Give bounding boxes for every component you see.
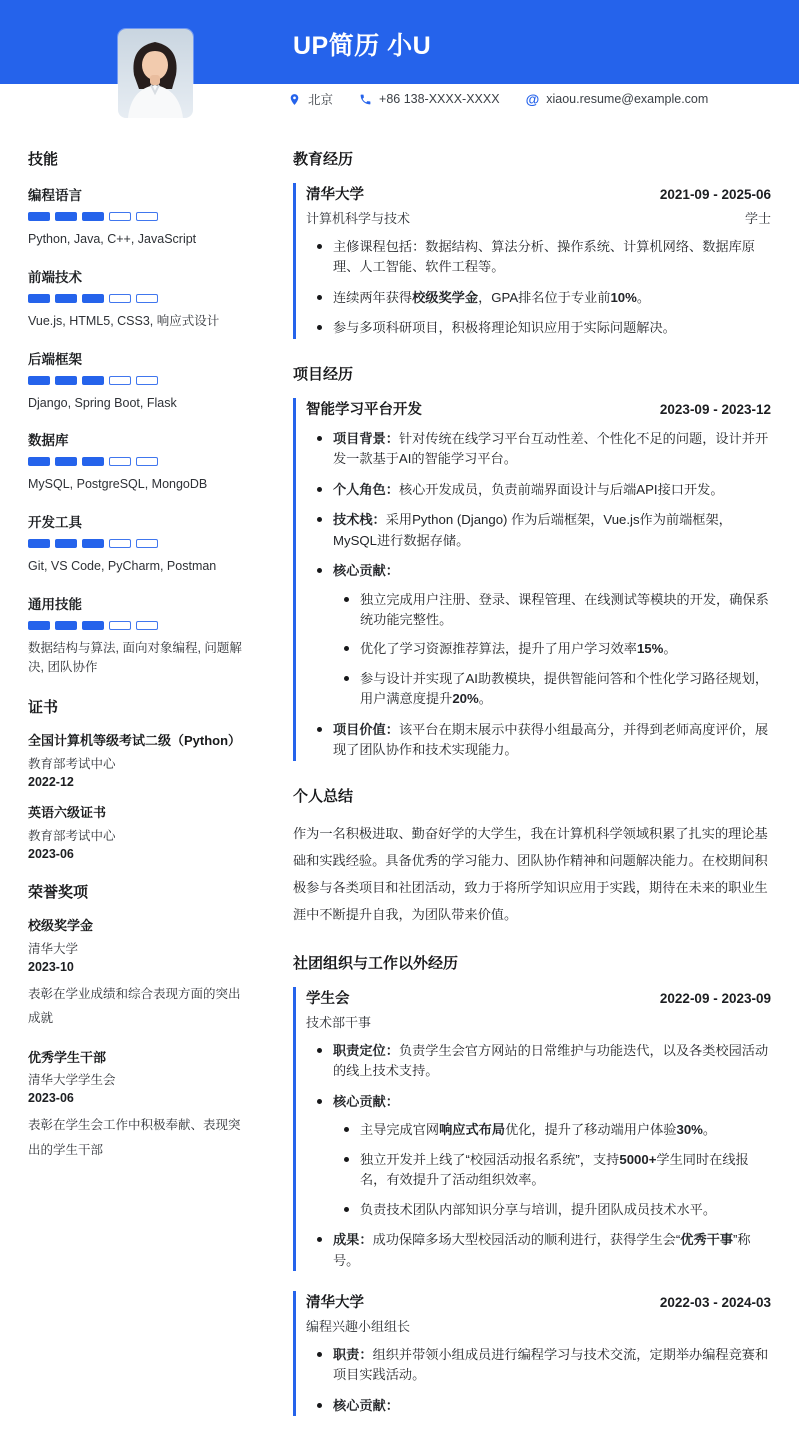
skill-level-segment [136,212,158,221]
skill-group [28,266,247,331]
bold-text: 核心贡献： [333,1397,399,1413]
skill-level-segment [109,539,131,548]
bullet-item [306,480,771,500]
skill-level-segment [28,212,50,221]
award-name: 优秀学生干部 [28,1049,107,1065]
bold-text: 职责定位： [333,1042,399,1058]
skill-level-segment [28,457,50,466]
skill-level-bar [28,621,247,630]
skill-level-segment [136,457,158,466]
entry-title: 学生会 [306,990,350,1007]
bold-text: 项目背景： [333,430,399,446]
skill-detail: 数据结构与算法, 面向对象编程, 问题解决, 团队协作 [28,640,242,674]
award-date: 2023-10 [28,959,74,974]
skill-level-bar [28,376,247,385]
text: 优化了学习资源推荐算法，提升了用户学习效率 [360,641,637,657]
award-name: 校级奖学金 [28,917,94,933]
text: 针对传统在线学习平台互动性差、个性化不足的问题，设计并开发一款基于AI的智能学习平台。 [333,430,769,467]
skill-level-segment [28,294,50,303]
entry-title: 清华大学 [306,1295,364,1312]
certificate-date: 2023-06 [28,846,74,861]
skill-level-segment [55,294,77,303]
text: 主导完成官网 [360,1122,440,1138]
bold-text: 响应式布局 [439,1122,506,1138]
skill-group [28,593,247,677]
entry-subtitle: 计算机科学与技术 [306,211,411,226]
text: 连续两年获得 [333,289,413,305]
education-section [293,148,771,339]
bold-text: 校级奖学金 [412,289,479,305]
contact-location-text: 北京 [308,93,334,107]
bold-text: 职责： [333,1347,373,1363]
text: 。 [702,1122,717,1138]
education-section-title: 教育经历 [293,151,354,168]
skill-level-segment [55,376,77,385]
awards-section [28,881,247,1162]
text: 该平台在期末展示中获得小组最高分，并得到老师高度评价，展现了团队协作和技术实现能力。 [333,721,769,758]
entry-title: 智能学习平台开发 [306,401,422,418]
text: ”称号。 [333,1232,751,1268]
sub-bullet-item [333,1150,771,1191]
text: 成功保障多场大型校园活动的顺利进行，获得学生会“ [372,1232,681,1248]
education-entries [293,183,771,339]
text: 独立开发并上线了“校园活动报名系统”，支持 [360,1151,620,1167]
sub-bullet-list [333,1120,771,1220]
entry-title: 清华大学 [306,187,364,203]
entry-date: 2023-09 - 2023-12 [659,401,771,417]
text: 核心开发成员，负责前端界面设计与后端API接口开发。 [398,481,724,497]
skills-section-title: 技能 [28,151,59,168]
bold-text: 10% [610,289,637,305]
content-columns [0,140,799,1440]
skill-detail: Vue.js, HTML5, CSS3, 响应式设计 [28,313,220,328]
text: 负责技术团队内部知识分享与培训，提升团队成员技术水平。 [360,1201,717,1217]
skill-detail: Git, VS Code, PyCharm, Postman [28,559,217,573]
text: 优化，提升了移动端用户体验 [505,1122,677,1138]
entry-subheader [306,208,771,227]
bold-text: 个人角色： [333,481,399,497]
at-icon: @ [525,91,540,107]
text: 组织并带领小组成员进行编程学习与技术交流，定期举办编程竞赛和项目实践活动。 [333,1347,769,1383]
skill-level-segment [109,212,131,221]
text: 独立完成用户注册、登录、课程管理、在线测试等模块的开发，确保系统功能完整性。 [360,591,769,627]
skill-level-segment [55,457,77,466]
sidebar [0,140,265,1182]
skill-level-segment [82,539,104,548]
skill-level-segment [55,539,77,548]
skill-level-segment [82,212,104,221]
award-item [28,917,247,1031]
bullet-item [306,1345,771,1386]
skill-level-segment [136,621,158,630]
project-entries [293,398,771,761]
entry-subheader [306,1012,771,1031]
sub-bullet-item [333,590,771,631]
skill-name: 开发工具 [28,515,82,530]
skill-level-bar [28,212,247,221]
bold-text: 项目价值： [333,721,399,737]
text: 主修课程包括：数据结构、算法分析、操作系统、计算机网络、数据库原理、人工智能、软件工程等。 [333,239,755,275]
bold-text: 30% [676,1122,703,1138]
certificate-date: 2022-12 [28,775,74,790]
skills-list [28,184,247,676]
bullet-item [306,1230,771,1271]
skill-level-segment [136,376,158,385]
skills-section [28,148,247,676]
entry-header [306,398,771,419]
skill-level-segment [28,376,50,385]
bold-text: 技术栈： [333,512,386,528]
entry-date: 2021-09 - 2025-06 [659,187,771,202]
bullet-item [306,1396,771,1416]
entry-header [306,987,771,1008]
skill-level-segment [82,294,104,303]
text: 。 [478,691,492,707]
contact-email [526,92,709,106]
entry-header [306,1291,771,1312]
sub-bullet-item [333,639,771,659]
awards-section-title: 荣誉奖项 [28,883,89,901]
skill-name: 后端框架 [28,351,82,367]
award-item [28,1049,247,1163]
skill-group [28,511,247,576]
skill-level-segment [109,621,131,630]
text: 。 [663,641,677,657]
profile-photo [118,29,193,118]
awards-list [28,917,247,1162]
sub-bullet-item [333,1120,771,1140]
certificate-issuer: 教育部考试中心 [28,757,116,772]
bullet-item [306,1041,771,1082]
experience-entry [293,1291,771,1416]
skill-level-segment [82,376,104,385]
experience-entry [293,183,771,339]
text: 参与多项科研项目，积极将理论知识应用于实际问题解决。 [333,320,676,336]
text: 负责学生会官方网站的日常维护与功能迭代，以及各类校园活动的线上技术支持。 [333,1042,769,1079]
skill-level-segment [136,539,158,548]
certificate-name: 英语六级证书 [28,805,107,821]
contact-email-text: xiaou.resume@example.com [546,92,709,106]
experience-entry [293,987,771,1271]
bold-text: 15% [636,641,664,657]
entry-subtitle: 技术部干事 [306,1014,372,1030]
entry-subtitle: 编程兴趣小组组长 [306,1319,411,1335]
bullet-item [306,318,771,338]
award-description: 表彰在学生会工作中积极奉献、表现突出的学生干部 [28,1118,241,1157]
skill-level-bar [28,457,247,466]
bullet-item [306,1092,771,1220]
bold-text: 核心贡献： [333,563,399,579]
activities-section-title: 社团组织与工作以外经历 [293,954,459,972]
bullet-item [306,720,771,761]
phone-icon [359,93,372,106]
entry-date: 2022-09 - 2023-09 [659,990,771,1006]
page-title: UP简历 小U [293,32,432,60]
certificates-section-title: 证书 [28,699,59,717]
entry-date: 2022-03 - 2024-03 [659,1295,771,1311]
bold-text: 5000+ [619,1151,657,1167]
award-org: 清华大学学生会 [28,1073,116,1088]
activity-entries [293,987,771,1416]
bold-text: 核心贡献： [333,1093,399,1109]
skill-level-segment [55,212,77,221]
profile-photo-illustration [118,29,193,118]
summary-text: 作为一名积极进取、勤奋好学的大学生，我在计算机科学领域积累了扎实的理论基础和实践经验。具备优秀的学习能力、团队协作精神和问题解决能力。在校期间积极参与各类项目和社团活动，致力于将所学知识应用于实践，期待在未来的职业生涯中不断提升自我，为团队带来价值。 [293,825,768,922]
text: 学生同时在线报名，有效提升了活动组织效率。 [360,1151,749,1188]
skill-level-bar [28,539,247,548]
bold-text: 成果： [333,1232,373,1248]
skill-level-bar [28,294,247,303]
skill-level-segment [55,621,77,630]
skill-level-segment [82,621,104,630]
contact-phone-text: +86 138-XXXX-XXXX [379,92,500,106]
bullet-list [306,237,771,339]
skill-level-segment [109,376,131,385]
text: 参与设计并实现了AI助教模块，提供智能问答和个性化学习路径规划，用户满意度提升 [360,670,769,707]
sub-bullet-item [333,669,771,710]
bullet-list [306,429,771,761]
skill-detail: MySQL, PostgreSQL, MongoDB [28,477,208,492]
skill-level-segment [28,621,50,630]
entry-subheader [306,1316,771,1335]
contact-row [288,90,708,108]
bullet-list [306,1041,771,1271]
contact-location [288,90,333,108]
contact-phone [359,92,500,106]
summary-section [293,785,771,928]
skill-level-segment [82,457,104,466]
text: 。 [636,289,651,305]
skill-level-segment [109,294,131,303]
award-org: 清华大学 [28,941,79,956]
bullet-item [306,237,771,278]
certificate-name: 全国计算机等级考试二级（Python） [28,733,242,749]
skill-group [28,184,247,249]
bold-text: 优秀干事 [680,1232,734,1248]
text: ，GPA排名位于专业前 [478,289,611,305]
certificates-section [28,696,247,861]
certificate-item [28,732,247,789]
skill-group [28,348,247,413]
skill-detail: Python, Java, C++, JavaScript [28,232,197,246]
skill-name: 前端技术 [28,269,82,285]
sub-bullet-item [333,1200,771,1220]
activities-section [293,952,771,1416]
bullet-item [306,561,771,710]
skill-name: 通用技能 [28,596,82,612]
text: 采用Python (Django) 作为后端框架，Vue.js作为前端框架，MySQL进行数据存储。 [333,512,732,548]
skill-name: 编程语言 [28,188,82,203]
sub-bullet-list [333,590,771,710]
certificate-item [28,804,247,861]
projects-section-title: 项目经历 [293,365,354,383]
summary-section-title: 个人总结 [293,787,354,805]
skill-name: 数据库 [28,433,69,449]
experience-entry [293,398,771,761]
entry-degree: 学士 [744,211,771,226]
projects-section [293,363,771,761]
certificate-issuer: 教育部考试中心 [28,828,116,843]
bullet-item [306,510,771,551]
award-date: 2023-06 [28,1091,74,1106]
skill-level-segment [28,539,50,548]
entry-header [306,183,771,204]
skill-group [28,429,247,494]
certificates-list [28,732,247,861]
location-pin-icon [288,93,301,106]
skill-detail: Django, Spring Boot, Flask [28,395,177,410]
bullet-item [306,288,771,308]
bold-text: 20% [452,691,479,707]
main-column [265,140,799,1440]
bullet-list [306,1345,771,1416]
bullet-item [306,429,771,470]
skill-level-segment [109,457,131,466]
award-description: 表彰在学业成绩和综合表现方面的突出成就 [28,986,241,1026]
skill-level-segment [136,294,158,303]
